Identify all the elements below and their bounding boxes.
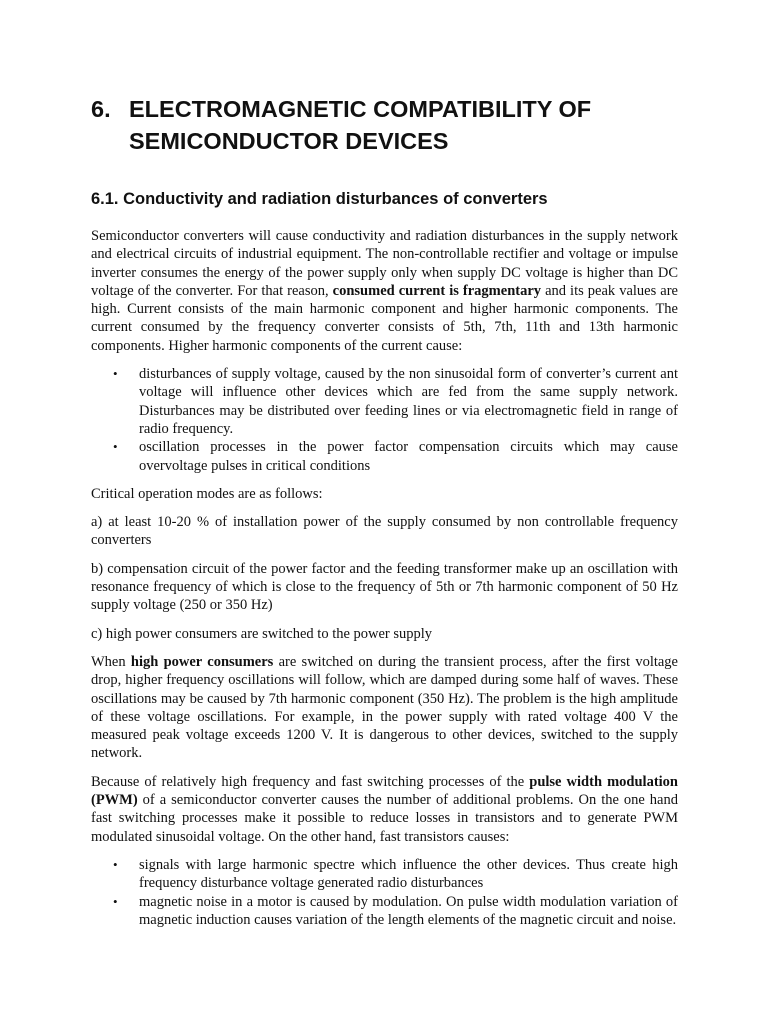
paragraph-critical-modes: Critical operation modes are as follows: — [91, 485, 323, 502]
bullet-icon: • — [113, 366, 118, 382]
bullet-icon: • — [113, 439, 118, 455]
list-item-text: disturbances of supply voltage, caused by the non sinusoidal form of converter’s current ant voltage will influence other devices which are fed from the same supply network. Disturbances may be distributed over feeding lines or via electromagnetic field in range of radio frequency. — [139, 366, 678, 437]
bold-phrase: high power consumers — [130, 653, 274, 670]
chapter-number: 6. — [91, 96, 111, 122]
paragraph-mode-a: a) at least 10-20 % of installation power of the supply consumed by non controllable frequency converters — [91, 514, 678, 549]
bullet-list-pwm-effects — [91, 856, 678, 929]
bullet-icon: • — [113, 893, 118, 909]
section-heading: 6.1. Conductivity and radiation disturbances of converters — [91, 190, 548, 208]
chapter-title-text: ELECTROMAGNETIC COMPATIBILITY OF SEMICONDUCTOR DEVICES — [129, 96, 592, 154]
bold-phrase: pulse width modulation (PWM) — [91, 773, 678, 809]
paragraph-pwm — [91, 773, 678, 846]
list-item-text: oscillation processes in the power factor compensation circuits which may cause overvoltage pulses in critical conditions — [139, 439, 678, 474]
list-item-text: signals with large harmonic spectre which influence the other devices. Thus create high frequency disturbance voltage generated radio disturbances — [139, 856, 678, 892]
list-item — [91, 365, 678, 438]
paragraph-text: Because of relatively high frequency and fast switching processes of the — [91, 773, 530, 790]
paragraph-text: are switched on during the transient process, after the first voltage drop, higher frequency oscillations will follow, which are damped during some half of waves. These oscillations may be caused by 7th harmonic component (350 Hz). The problem is the high amplitude of these voltage oscillations. For example, in the power supply with rated voltage 400 V the measured peak voltage exceeds 1200 V. It is dangerous to other devices, switched to the supply network. — [91, 653, 678, 762]
bullet-icon: • — [113, 856, 118, 872]
paragraph-text: Semiconductor converters will cause conductivity and radiation disturbances in the supply network and electrical circuits of industrial equipment. The non-controllable rectifier and voltage or impulse inverter consumes the energy of the power supply only when supply DC voltage is higher than DC voltage of the converter. For that reason, — [91, 228, 678, 299]
list-item — [91, 856, 678, 893]
list-item — [91, 438, 678, 475]
bullet-list-effects — [91, 365, 678, 475]
paragraph-mode-b: b) compensation circuit of the power factor and the feeding transformer make up an oscillation with resonance frequency of which is close to the frequency of 5th or 7th harmonic component of 50 Hz supply voltage (250 or 350 Hz) — [91, 560, 678, 614]
chapter-title — [91, 93, 691, 157]
paragraph-mode-c: c) high power consumers are switched to the power supply — [91, 625, 433, 642]
list-item — [91, 893, 678, 930]
paragraph-text: and its peak values are high. Current consists of the main harmonic component and higher harmonic components. The current consumed by the frequency converter consists of 5th, 7th, 11th and 13th harmonic components. Higher harmonic components of the current cause: — [91, 282, 678, 354]
document-body — [91, 227, 678, 939]
paragraph-text: When — [91, 653, 131, 670]
paragraph-high-power — [91, 653, 678, 763]
list-item-text: magnetic noise in a motor is caused by modulation. On pulse width modulation variation of magnetic induction causes variation of the length elements of the magnetic circuit and noise. — [139, 893, 678, 928]
bold-phrase: consumed current is fragmentary — [332, 282, 542, 299]
paragraph-intro — [91, 227, 678, 355]
paragraph-text: of a semiconductor converter causes the number of additional problems. On the one hand fast switching processes make it possible to reduce losses in transistors and to generate PWM modulated sinusoidal voltage. On the other hand, fast transistors causes: — [91, 792, 678, 845]
